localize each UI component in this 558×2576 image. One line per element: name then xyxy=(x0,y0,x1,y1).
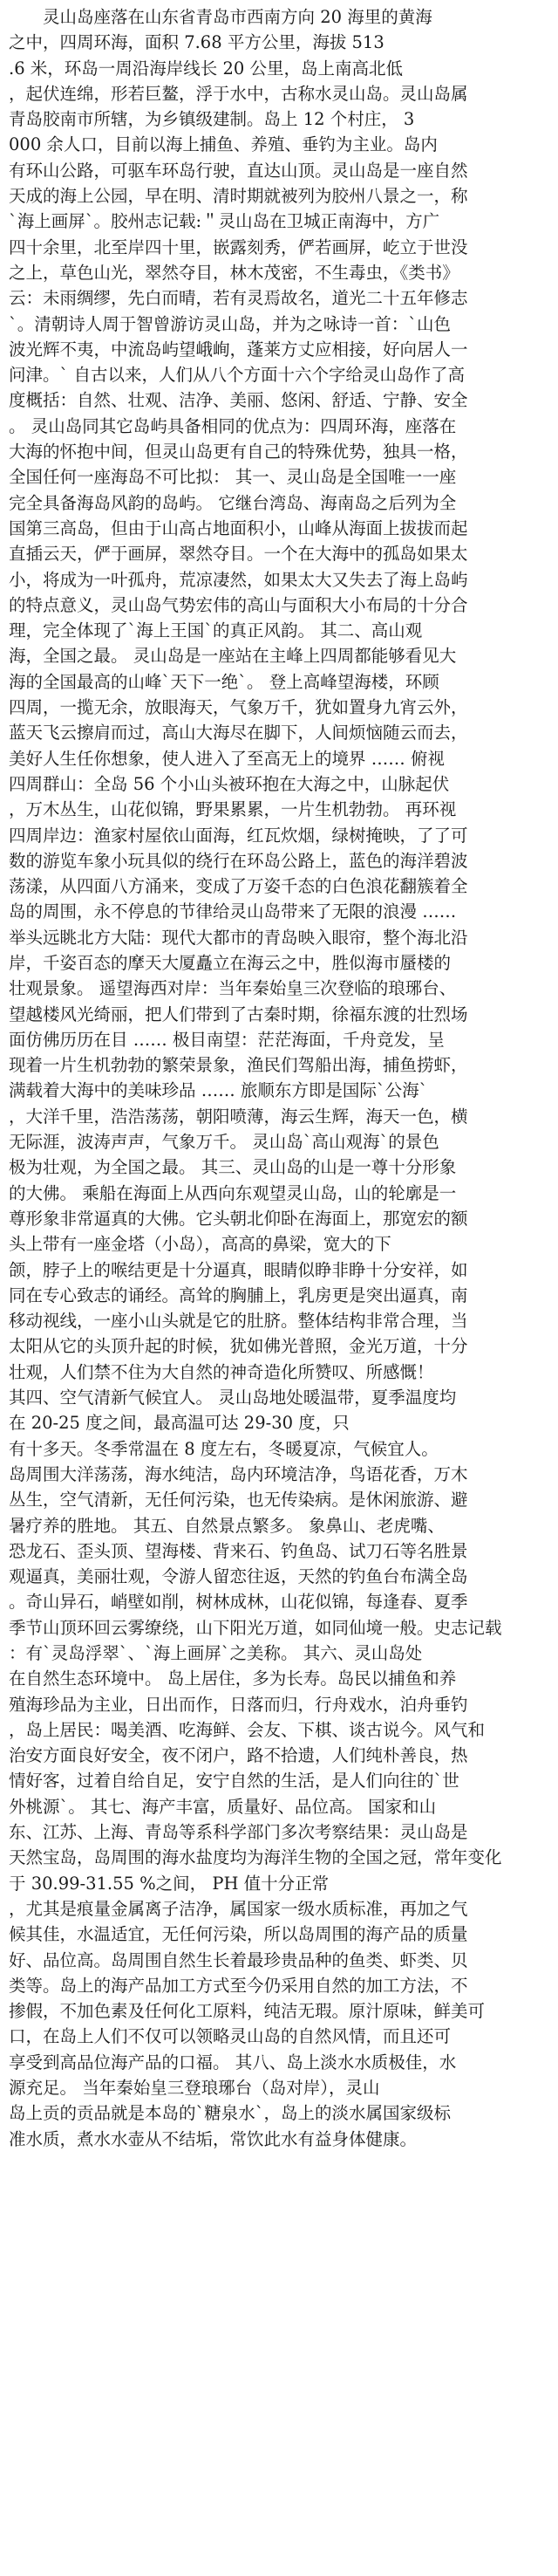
text-line: ：有`灵岛浮翠`、`海上画屏`之美称。 其六、灵山岛处 xyxy=(9,1643,423,1663)
text-line: 无际涯，波涛声声，气象万千。 灵山岛`高山观海`的景色 xyxy=(9,1132,439,1153)
text-line: 天然宝岛，岛周围的海水盐度均为海洋生物的全国之冠，常年变化 xyxy=(9,1847,502,1868)
text-line: 问津。` 自古以来，人们从八个方面十六个字给灵山岛作了高 xyxy=(9,365,465,386)
text-line: 其四、空气清新气候宜人。 灵山岛地处暖温带，夏季温度均 xyxy=(9,1387,457,1408)
text-line: 同在专心致志的诵经。高耸的胸脯上，乳房更是突出逼真，南 xyxy=(9,1285,468,1305)
text-line: 壮观，人们禁不住为大自然的神奇造化所赞叹、所感慨！ xyxy=(9,1361,434,1382)
text-line: 尊形象非常逼真的大佛。它头朝北仰卧在海面上，那宽宏的额 xyxy=(9,1208,468,1229)
text-line: 有环山公路，可驱车环岛行驶，直达山顶。灵山岛是一座自然 xyxy=(9,160,468,181)
text-line: 之中，四周环海，面积 7.68 平方公里，海拔 513 xyxy=(9,32,384,53)
text-line: ，尤其是痕量金属离子洁净，属国家一级水质标准，再加之气 xyxy=(9,1898,468,1919)
text-line: 类等。岛上的海产品加工方式至今仍采用自然的加工方法，不 xyxy=(9,1975,468,1996)
text-line: 享受到高品位海产品的口福。 其八、岛上淡水水质极佳，水 xyxy=(9,2052,457,2072)
text-line: 举头远眺北方大陆：现代大都市的青岛映入眼帘，整个海北沿 xyxy=(9,927,468,948)
text-line: 数的游览车象小玩具似的绕行在环岛公路上，蓝色的海洋碧波 xyxy=(9,850,468,871)
text-line: 之上，草色山光，翠然夺目，林木茂密，不生毒虫，《类书》 xyxy=(9,262,459,283)
text-line: 天成的海上公园，早在明、清时期就被列为胶州八景之一，称 xyxy=(9,186,468,207)
text-line: 移动视线，一座小山头就是它的肚脐。整体结构非常合理，当 xyxy=(9,1311,468,1332)
text-line: 岛上贡的贡品就是本岛的`糖泉水`，岛上的淡水属国家级标 xyxy=(9,2103,452,2124)
text-line: 岸，千姿百态的摩天大厦矗立在海云之中，胜似海市蜃楼的 xyxy=(9,952,452,973)
text-line: 波光辉不夷，中流岛屿望峨峋，蓬莱方丈应相接，好向居人一 xyxy=(9,339,468,360)
text-line: 情好客，过着自给自足，安宁自然的生活，是人们向往的`世 xyxy=(9,1771,459,1792)
text-line: 青岛胶南市所辖，为乡镇级建制。岛上 12 个村庄， 3 xyxy=(9,109,415,130)
text-line: 国第三高岛，但由于山高占地面积小，山峰从海面上拔拔而起 xyxy=(9,517,468,538)
text-line: 望越楼风光绮丽，把人们带到了古秦时期，徐福东渡的壮烈场 xyxy=(9,1004,468,1024)
text-line: 荡漾，从四面八方涌来，变成了万姿千态的白色浪花翻簇着全 xyxy=(9,876,468,897)
text-line: 东、江苏、上海、青岛等系科学部门多次考察结果：灵山岛是 xyxy=(9,1822,468,1843)
text-line: 灵山岛座落在山东省青岛市西南方向 20 海里的黄海 xyxy=(9,7,432,27)
text-line: 在自然生态环境中。 岛上居住，多为长寿。岛民以捕鱼和养 xyxy=(9,1668,457,1689)
text-line: 源充足。 当年秦始皇三登琅琊台（岛对岸），灵山 xyxy=(9,2078,380,2099)
text-line: 理，完全体现了`海上王国`的真正风韵。 其二、高山观 xyxy=(9,620,423,641)
text-line: `。清朝诗人周于智曾游访灵山岛，并为之咏诗一首：`山色 xyxy=(9,313,452,334)
text-line: 于 30.99-31.55 %之间， PH 值十分正常 xyxy=(9,1873,330,1894)
text-line: 好、品位高。岛周围自然生长着最珍贵品种的鱼类、虾类、贝 xyxy=(9,1949,468,1970)
text-line: 恐龙石、歪头顶、望海楼、背来石、钓鱼岛、试刀石等名胜景 xyxy=(9,1540,468,1561)
text-line: 有十多天。冬季常温在 8 度左右，冬暖夏凉，气候宜人。 xyxy=(9,1438,439,1459)
text-line: 候其佳，水温适宜，无任何污染，所以岛周围的海产品的质量 xyxy=(9,1924,468,1945)
text-line: 四周岸边：渔家村屋依山面海，红瓦炊烟，绿树掩映，了了可 xyxy=(9,825,468,846)
text-line: 000 余人口，目前以海上捕鱼、养殖、垂钓为主业。岛内 xyxy=(9,134,438,155)
text-line: 度概括：自然、壮观、洁净、美丽、悠闲、舒适、宁静、安全 xyxy=(9,390,468,411)
text-line: 四十余里，北至岸四十里，嵌露刻秀，俨若画屏，屹立于世没 xyxy=(9,236,468,257)
text-line: 的大佛。 乘船在海面上从西向东观望灵山岛，山的轮廓是一 xyxy=(9,1182,457,1203)
text-line: 四周群山：全岛 56 个小山头被环抱在大海之中，山脉起伏 xyxy=(9,773,450,794)
text-line: 完全具备海岛风韵的岛屿。 它继台湾岛、海南岛之后列为全 xyxy=(9,492,457,513)
text-line: 观逼真，美丽壮观，令游人留恋往返，天然的钓鱼台布满全岛 xyxy=(9,1566,468,1587)
text-line: 治安方面良好安全，夜不闭户，路不拾遗，人们纯朴善良，热 xyxy=(9,1745,468,1766)
text-line: 太阳从它的头顶升起的时候，犹如佛光普照，金光万道，十分 xyxy=(9,1336,468,1357)
text-line: 直插云天，俨于画屏，翠然夺目。一个在大海中的孤岛如果太 xyxy=(9,544,468,565)
text-line: 蓝天飞云擦肩而过，高山大海尽在脚下，人间烦恼随云而去， xyxy=(9,723,468,743)
text-line: 外桃源`。 其七、海产丰富，质量好、品位高。 国家和山 xyxy=(9,1796,437,1817)
text-line: 极为壮观，为全国之最。 其三、灵山岛的山是一尊十分形象 xyxy=(9,1157,457,1178)
text-line: 颌，脖子上的喉结更是十分逼真，眼睛似睁非睁十分安祥，如 xyxy=(9,1259,468,1280)
text-line: 小，将成为一叶孤舟，荒凉凄然，如果太大又失去了海上岛屿 xyxy=(9,569,468,590)
text-line: 暑疗养的胜地。 其五、自然景点繁多。 象鼻山、老虎嘴、 xyxy=(9,1515,445,1536)
text-line: 。奇山异石，峭壁如削，树林成林，山花似锦，每逢春、夏季 xyxy=(9,1592,468,1613)
text-line: 口，在岛上人们不仅可以领略灵山岛的自然风情，而且还可 xyxy=(9,2026,452,2047)
text-line: 季节山顶环回云雾缭绕，山下阳光万道，如同仙境一般。史志记载 xyxy=(9,1617,502,1638)
text-line: 全国任何一座海岛不可比拟： 其一、灵山岛是全国唯一一座 xyxy=(9,467,457,488)
text-line: 海，全国之最。 灵山岛是一座站在主峰上四周都能够看见大 xyxy=(9,646,457,667)
text-line: 掺假，不加色素及任何化工原料，纯洁无瑕。原汁原味，鲜美可 xyxy=(9,2001,486,2022)
text-line: .6 米，环岛一周沿海岸线长 20 公里，岛上南高北低 xyxy=(9,58,404,79)
text-line: 满载着大海中的美味珍品 …… 旅顺东方即是国际`公海` xyxy=(9,1080,428,1101)
text-line: 海的全国最高的山峰`天下一绝`。 登上高峰望海楼，环顾 xyxy=(9,671,439,692)
text-line: 云：未雨绸缪，先白而晴，若有灵焉故名，道光二十五年修志 xyxy=(9,288,468,309)
text-line: `海上画屏`。胶州志记载:＂灵山岛在卫城正南海中，方广 xyxy=(9,211,440,232)
text-line: 面仿佛历历在目 …… 极目南望：茫茫海面，千舟竞发，呈 xyxy=(9,1029,445,1050)
text-line: 大海的怀抱中间，但灵山岛更有自己的特殊优势，独具一格， xyxy=(9,442,468,462)
text-line: 殖海珍品为主业，日出而作，日落而归，行舟戏水，泊舟垂钓 xyxy=(9,1694,468,1715)
text-line: ，大洋千里，浩浩荡荡，朝阳喷薄，海云生辉，海天一色，横 xyxy=(9,1106,468,1127)
text-line: ，起伏连绵，形若巨鳌，浮于水中，古称水灵山岛。灵山岛属 xyxy=(9,83,468,104)
text-line: 丛生，空气清新，无任何污染，也无传染病。是休闲旅游、避 xyxy=(9,1490,468,1511)
text-line: 现着一片生机勃勃的繁荣景象，渔民们驾船出海，捕鱼捞虾， xyxy=(9,1055,468,1076)
text-line: ，万木丛生，山花似锦，野果累累，一片生机勃勃。 再环视 xyxy=(9,799,457,820)
text-line: 岛的周围，永不停息的节律给灵山岛带来了无限的浪漫 …… xyxy=(9,901,457,922)
text-line: 。 灵山岛同其它岛屿具备相同的优点为：四周环海，座落在 xyxy=(9,415,457,436)
text-line: 岛周围大洋荡荡，海水纯洁，岛内环境洁净，鸟语花香，万木 xyxy=(9,1463,468,1484)
text-line: 美好人生任你想象，使人进入了至高无上的境界 …… 俯视 xyxy=(9,748,445,769)
text-line: 头上带有一座金塔（小岛），高高的鼻梁，宽大的下 xyxy=(9,1234,391,1255)
text-line: 壮观景象。 遥望海西对岸：当年秦始皇三次登临的琅琊台、 xyxy=(9,978,457,999)
text-line: 在 20-25 度之间，最高温可达 29-30 度，只 xyxy=(9,1413,350,1434)
text-line: ，岛上居民：喝美酒、吃海鲜、会友、下棋、谈古说今。风气和 xyxy=(9,1719,486,1740)
text-line: 四周，一揽无余，放眼海天，气象万千，犹如置身九宵云外， xyxy=(9,697,468,718)
text-line: 的特点意义，灵山岛气势宏伟的高山与面积大小布局的十分合 xyxy=(9,594,468,615)
text-line: 准水质，煮水水壶从不结垢，常饮此水有益身体健康。 xyxy=(9,2128,418,2149)
